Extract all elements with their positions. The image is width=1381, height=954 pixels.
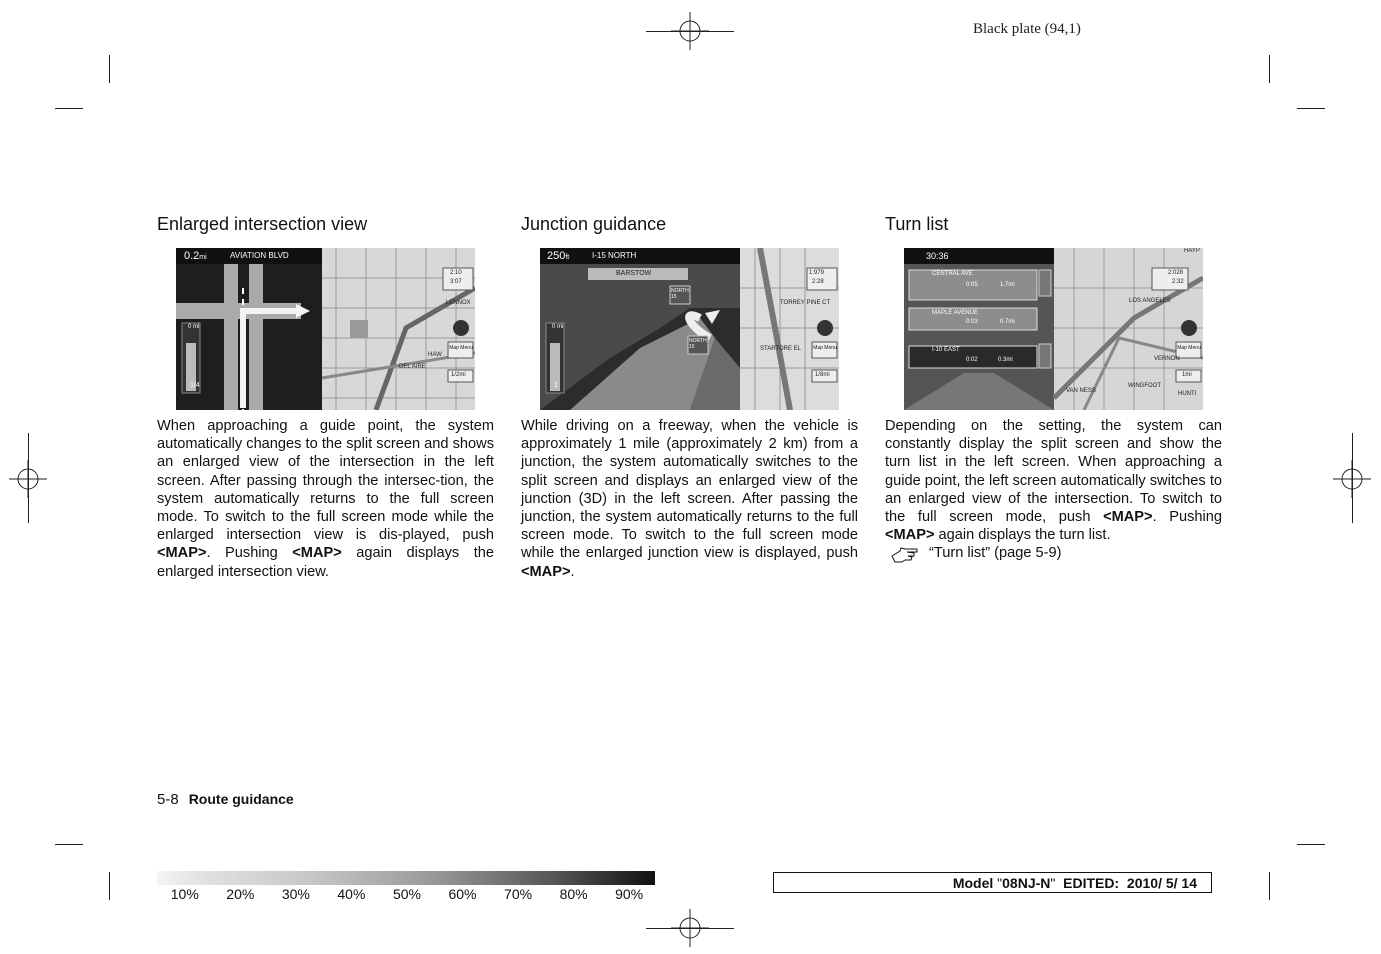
crop-line	[28, 433, 29, 523]
pointing-hand-icon	[891, 545, 921, 563]
crop-mark	[1297, 108, 1325, 109]
nav-screen-illustration	[540, 248, 839, 410]
map-key-label: <MAP>	[292, 545, 342, 562]
map-key-label: <MAP>	[1103, 509, 1153, 526]
section-heading: Turn list	[885, 214, 949, 234]
crop-mark	[109, 872, 110, 900]
crop-mark	[109, 55, 110, 83]
map-key-label: <MAP>	[885, 527, 935, 544]
model-edit-box: Model " 08NJ-N " EDITED: 2010/ 5/ 14	[773, 872, 1212, 893]
section-body: Depending on the setting, the system can constantly display the split screen and show the turn list in the left screen. When approaching a guide point, the left screen automatically switches to an enlarged view of the intersection. To switch to the full screen mode, push <MAP>. Pushing <MAP> again displays the turn list.	[885, 418, 1222, 544]
screenshot-turn-list: 30:36 CENTRAL AVE 0:05 1.7mi MAPLE AVENUE 0:03 0.7mi I-10 EAST 0:02 0.3mi 2:028 2:32 Map Menu 1mi LOS ANGELES VERNON VAN NESS WINGFOOT HUNTI HAYP	[904, 248, 1203, 410]
page-footer	[157, 791, 294, 808]
section-heading: Enlarged intersection view	[157, 214, 368, 234]
crop-line	[646, 31, 734, 32]
page-reference[interactable]	[885, 544, 1222, 562]
section-heading: Junction guidance	[521, 214, 667, 234]
screenshot-enlarged-intersection: 0.2mi AVIATION BLVD 0 mi 1/4 2:10 3:07 Map Menu 1/2mi HAW DEL AIRE LENNOX	[176, 248, 475, 410]
screenshot-junction-guidance: 250ft I-15 NORTH BARSTOW NORTH 15 NORTH 15 0 mi 1 1:979 2:28 Map Menu 1/8mi TORREY PINE CT STARTORE EL	[540, 248, 839, 410]
crop-mark	[1269, 55, 1270, 83]
crop-mark	[1269, 872, 1270, 900]
plate-label: Black plate (94,1)	[973, 21, 1081, 37]
crop-line	[646, 928, 734, 929]
crop-mark	[55, 844, 83, 845]
reference-text: “Turn list” (page 5-9)	[929, 545, 1062, 562]
section-enlarged-intersection	[157, 214, 494, 581]
screen-street-name: I-15 NORTH	[592, 251, 637, 260]
screen-street-name: AVIATION BLVD	[230, 251, 289, 260]
density-labels: 10% 20% 30% 40% 50% 60% 70% 80% 90%	[170, 886, 644, 902]
nav-screen-illustration	[176, 248, 475, 410]
map-key-label: <MAP>	[157, 545, 207, 562]
section-body: When approaching a guide point, the system automatically changes to the split screen and shows an enlarged view of the intersection in the left screen. After passing through the intersec-tion, the system automatically returns to the full screen mode. To switch to the full screen mode while the enlarged intersection view is dis-played, push <MAP>. Pushing <MAP> again displays the enlarged intersection view.	[157, 418, 494, 580]
map-key-label: <MAP>	[521, 563, 571, 580]
crop-line	[1352, 433, 1353, 523]
section-body: While driving on a freeway, when the vehicle is approximately 1 mile (approximately 2 km) from a junction, the system automatically switches to the split screen and displays an enlarged view of the junction (3D) in the left screen. After passing the junction, the system automatically returns to the full screen mode. To switch to the full screen mode while the enlarged junction view is displayed, push <MAP>.	[521, 418, 858, 580]
section-name: Route guidance	[188, 791, 294, 807]
page-number: 5-8	[157, 791, 179, 808]
section-junction-guidance	[521, 214, 858, 581]
section-turn-list	[885, 214, 1222, 563]
crop-mark	[55, 108, 83, 109]
print-density-strip	[157, 871, 655, 885]
crop-mark	[1297, 844, 1325, 845]
